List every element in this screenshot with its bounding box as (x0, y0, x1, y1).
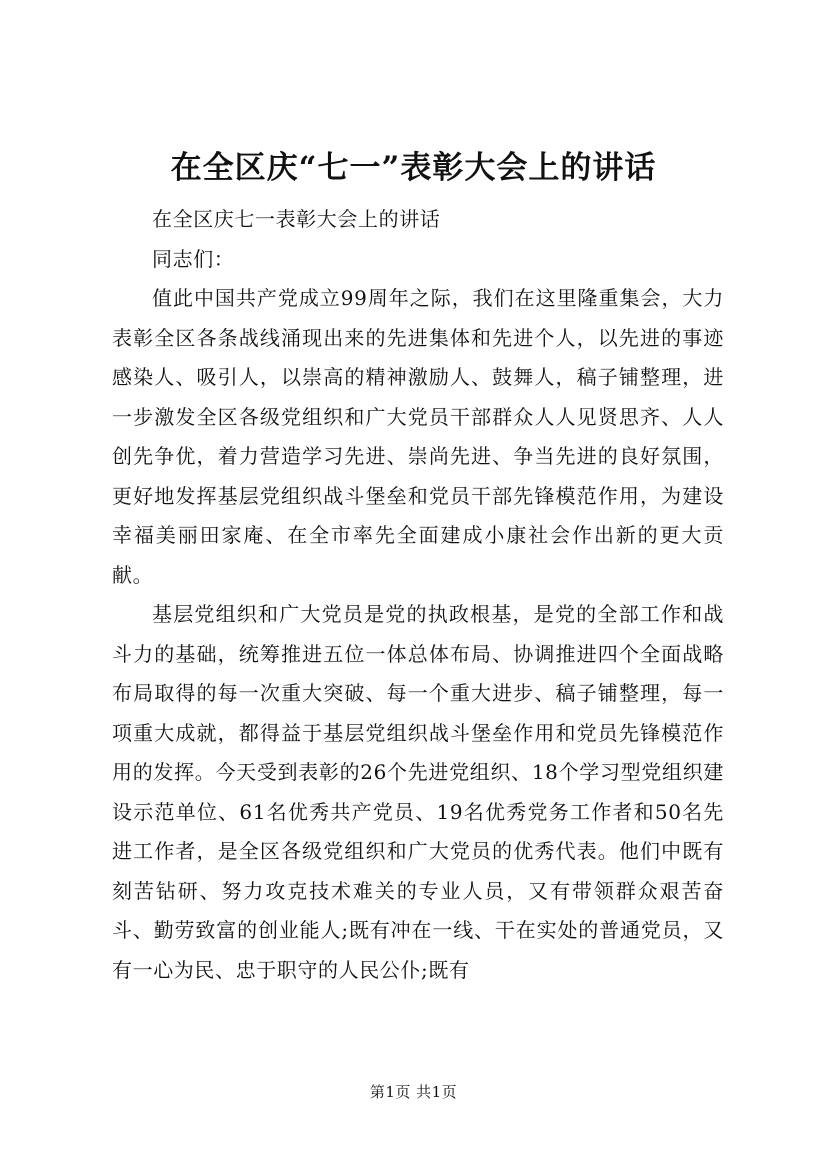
paragraph-body-2: 基层党组织和广大党员是党的执政根基，是党的全部工作和战斗力的基础，统筹推进五位一体总体布局、协调推进四个全面战略布局取得的每一次重大突破、每一个重大进步、稿子铺整理，每一项重大成就，都得益于基层党组织战斗堡垒作用和党员先锋模范作用的发挥。今天受到表彰的26个先进党组织、18个学习型党组织建设示范单位、61名优秀共产党员、19名优秀党务工作者和50名先进工作者，是全区各级党组织和广大党员的优秀代表。他们中既有刻苦钻研、努力攻克技术难关的专业人员，又有带领群众艰苦奋斗、勤劳致富的创业能人;既有冲在一线、干在实处的普通党员，又有一心为民、忠于职守的人民公仆;既有 (112, 602, 724, 982)
document-body (112, 200, 724, 990)
paragraph-body-1: 值此中国共产党成立99周年之际，我们在这里隆重集会，大力表彰全区各条战线涌现出来的先进集体和先进个人，以先进的事迹感染人、吸引人，以崇高的精神激励人、鼓舞人，稿子铺整理，进一步激发全区各级党组织和广大党员干部群众人人见贤思齐、人人创先争优，着力营造学习先进、崇尚先进、争当先进的良好氛围，更好地发挥基层党组织战斗堡垒和党员干部先锋模范作用，为建设幸福美丽田家庵、在全市率先全面建成小康社会作出新的更大贡献。 (112, 286, 724, 587)
document-title: 在全区庆“七一”表彰大会上的讲话 (170, 150, 657, 186)
paragraph-salutation: 同志们： (152, 246, 235, 271)
paragraph-subtitle: 在全区庆七一表彰大会上的讲话 (152, 207, 441, 231)
page-number-footer: 第1页 共1页 (369, 1083, 458, 1101)
